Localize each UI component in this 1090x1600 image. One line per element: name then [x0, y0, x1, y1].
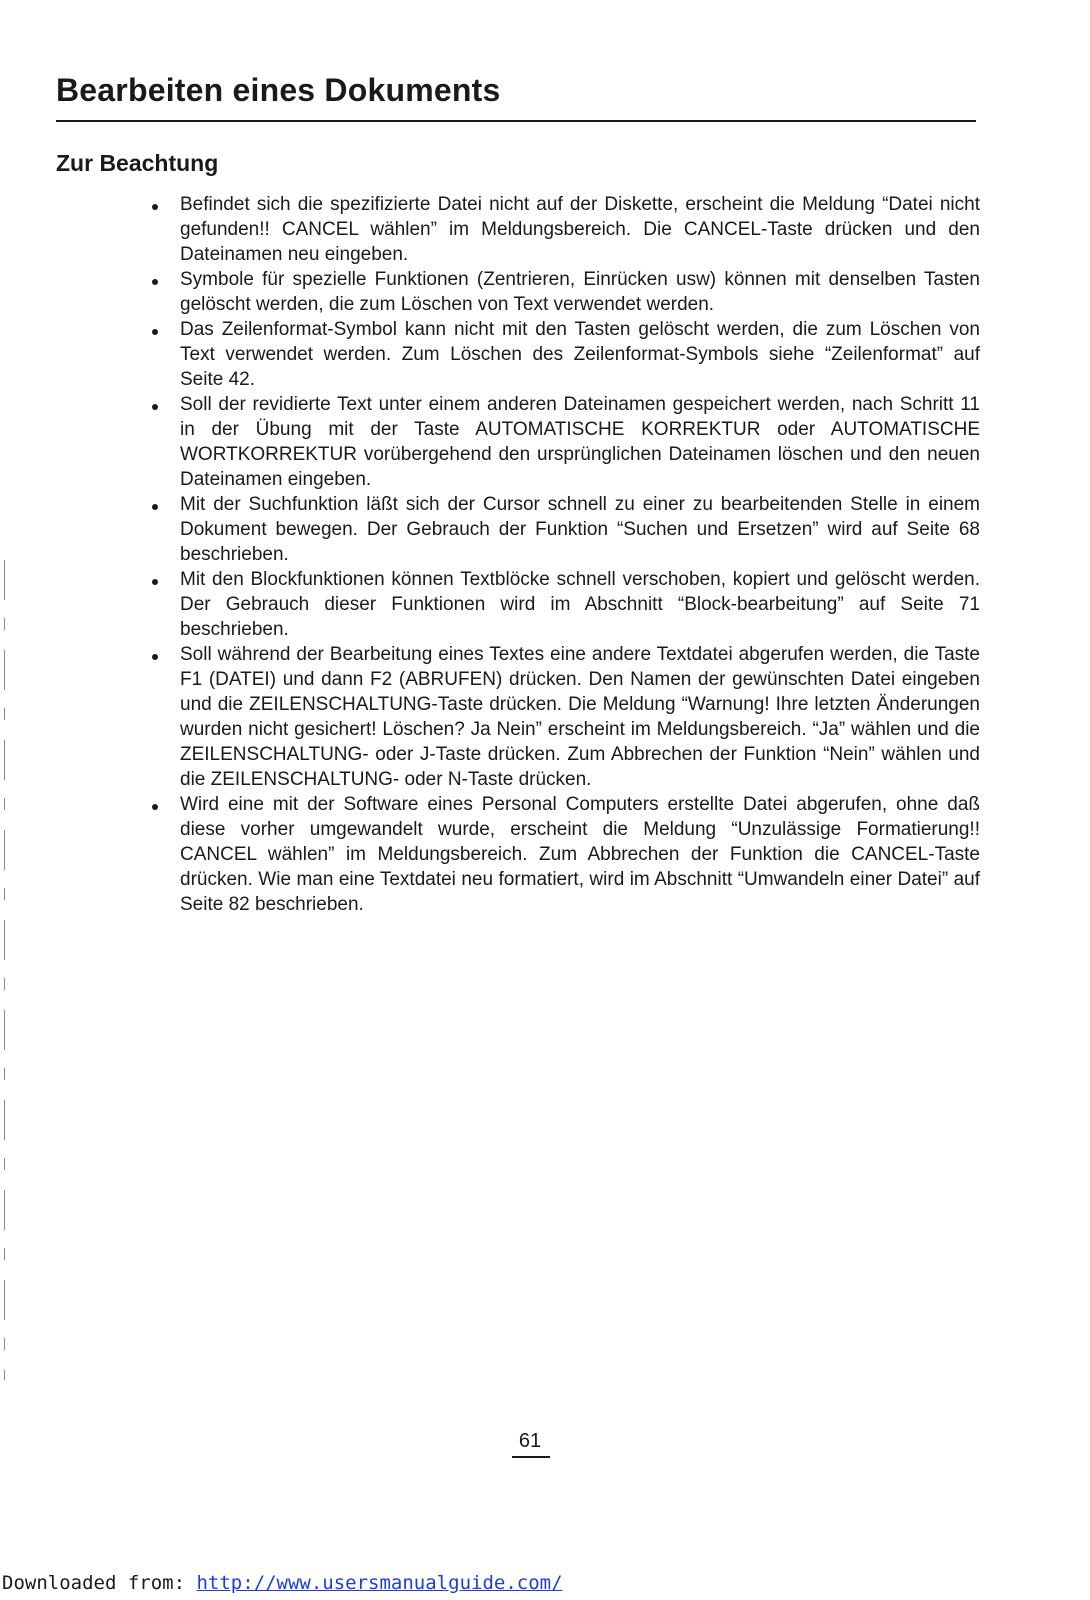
note-text: Symbole für spezielle Funktionen (Zentrieren, Einrücken usw) können mit denselben Tasten gelöscht werden, die zum Löschen von Text verwendet werden.	[180, 269, 980, 315]
section-heading: Zur Beachtung	[56, 150, 219, 176]
page-number: 61	[518, 1430, 542, 1452]
note-text: Mit der Suchfunktion läßt sich der Cursor schnell zu einer zu bearbeitenden Stelle in einem Dokument bewegen. Der Gebrauch der Funktion “Suchen und Ersetzen” wird auf Seite 68 beschrieben.	[180, 494, 980, 565]
download-footer	[2, 1572, 563, 1594]
note-item	[150, 392, 980, 492]
note-text: Mit den Blockfunktionen können Textblöcke schnell verschoben, kopiert und gelöscht werden. Der Gebrauch dieser Funktionen wird im Abschnitt “Block-bearbeitung” auf Seite 71 beschrieben.	[180, 569, 980, 640]
note-text: Wird eine mit der Software eines Personal Computers erstellte Datei abgerufen, ohne daß diese vorher umgewandelt wurde, erscheint die Meldung “Unzulässige Formatierung!! CANCEL wählen” im Meldungsbereich. Zum Abbrechen der Funktion die CANCEL-Taste drücken. Wie man eine Textdatei neu formatiert, wird im Abschnitt “Umwandeln einer Datei” auf Seite 82 beschrieben.	[180, 794, 980, 915]
note-text: Soll der revidierte Text unter einem anderen Dateinamen gespeichert werden, nach Schritt 11 in der Übung mit der Taste AUTOMATISCHE KORREKTUR oder AUTOMATISCHE WORTKORREKTUR vorübergehend den ursprünglichen Dateinamen löschen und den neuen Dateinamen eingeben.	[180, 394, 980, 490]
note-item	[150, 492, 980, 567]
page-title: Bearbeiten eines Dokuments	[56, 72, 501, 108]
bullet-icon	[152, 804, 158, 810]
note-item	[150, 192, 980, 267]
footer-prefix: Downloaded from:	[2, 1572, 197, 1594]
bullet-icon	[152, 204, 158, 210]
source-link[interactable]: http://www.usersmanualguide.com/	[196, 1572, 563, 1594]
bullet-icon	[152, 654, 158, 660]
note-item	[150, 792, 980, 917]
bullet-icon	[152, 504, 158, 510]
bullet-icon	[152, 329, 158, 335]
bullet-icon	[152, 279, 158, 285]
page-number-underline	[512, 1456, 550, 1458]
title-underline	[56, 120, 976, 122]
bullet-icon	[152, 579, 158, 585]
note-text: Soll während der Bearbeitung eines Textes eine andere Textdatei abgerufen werden, die Taste F1 (DATEI) und dann F2 (ABRUFEN) drücken. Den Namen der gewünschten Datei eingeben und die ZEILENSCHALTUNG-Taste drücken. Die Meldung “Warnung! Ihre letzten Änderungen wurden nicht gesichert! Löschen? Ja Nein” erscheint im Meldungsbereich. “Ja” wählen und die ZEILENSCHALTUNG- oder J-Taste drücken. Zum Abbrechen der Funktion “Nein” wählen und die ZEILENSCHALTUNG- oder N-Taste drücken.	[180, 644, 980, 790]
scan-edge-line	[4, 560, 5, 1380]
note-item	[150, 267, 980, 317]
note-text: Das Zeilenformat-Symbol kann nicht mit den Tasten gelöscht werden, die zum Löschen von Text verwendet werden. Zum Löschen des Zeilenformat-Symbols siehe “Zeilenformat” auf Seite 42.	[180, 319, 980, 390]
note-text: Befindet sich die spezifizierte Datei nicht auf der Diskette, erscheint die Meldung “Datei nicht gefunden!! CANCEL wählen” im Meldungsbereich. Die CANCEL-Taste drücken und den Dateinamen neu eingeben.	[180, 194, 980, 265]
note-item	[150, 567, 980, 642]
bullet-icon	[152, 404, 158, 410]
note-item	[150, 317, 980, 392]
notes-list	[150, 192, 980, 917]
note-item	[150, 642, 980, 792]
